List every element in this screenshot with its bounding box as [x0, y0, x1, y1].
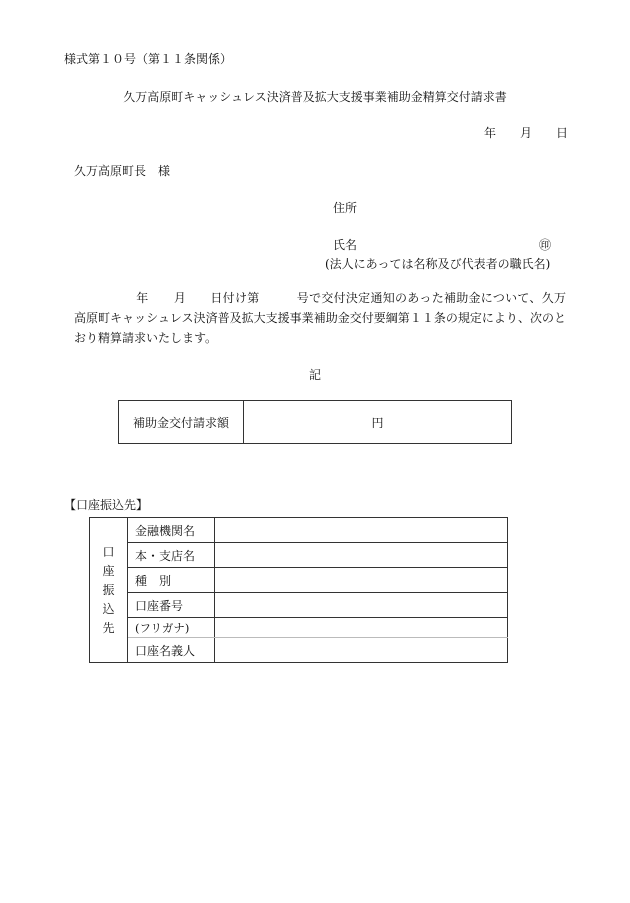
body-year: 年	[136, 291, 149, 305]
account-holder-field[interactable]	[215, 638, 508, 663]
account-number-label: 口座番号	[128, 593, 215, 618]
address-label: 住所	[333, 201, 358, 215]
amount-value-field[interactable]	[244, 401, 512, 444]
bank-heading: 【口座振込先】	[64, 498, 149, 512]
account-number-field[interactable]	[215, 593, 508, 618]
date-year-label: 年	[484, 126, 497, 140]
addressee: 久万高原町長 様	[74, 164, 171, 178]
amount-label: 補助金交付請求額	[119, 401, 244, 444]
date-day-label: 日	[556, 126, 569, 140]
bank-name-field[interactable]	[215, 518, 508, 543]
seal-mark: ㊞	[539, 238, 552, 252]
body-month: 月	[173, 291, 187, 305]
amount-table	[118, 400, 512, 444]
bank-name-label: 金融機関名	[128, 518, 215, 543]
bank-table	[89, 517, 508, 663]
account-type-field[interactable]	[215, 568, 508, 593]
account-holder-label: 口座名義人	[128, 638, 215, 663]
branch-name-label: 本・支店名	[128, 543, 215, 568]
corporate-note: (法人にあっては名称及び代表者の職氏名)	[325, 257, 551, 271]
name-label: 氏名	[333, 238, 358, 252]
branch-name-field[interactable]	[215, 543, 508, 568]
furigana-field[interactable]	[215, 618, 508, 638]
form-number: 様式第１０号（第１１条関係）	[64, 52, 233, 66]
furigana-label: (フリガナ)	[128, 618, 215, 638]
account-type-label: 種 別	[128, 568, 215, 593]
body-day-suffix: 日付け第	[210, 291, 260, 305]
ki-heading: 記	[308, 368, 321, 382]
bank-side-label: 口 座 振 込 先	[90, 518, 128, 663]
amount-unit: 円	[371, 415, 384, 430]
date-month-label: 月	[520, 126, 533, 140]
document-title: 久万高原町キャッシュレス決済普及拡大支援事業補助金精算交付請求書	[123, 90, 507, 104]
request-paragraph	[74, 288, 566, 348]
body-text: 号で交付決定通知のあった補助金について、久万高原町キャッシュレス決済普及拡大支援事業補助金交付要綱第１１条の規定により、次のとおり精算請求いたします。	[74, 291, 566, 345]
